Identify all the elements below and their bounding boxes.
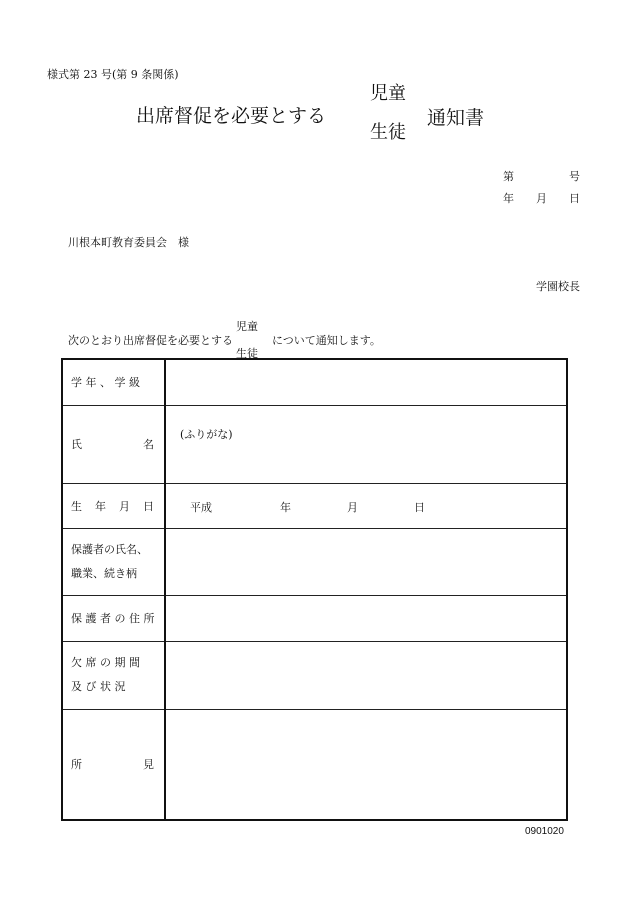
- field-opinion[interactable]: [165, 709, 567, 820]
- issue-number-suffix: 号: [569, 170, 580, 183]
- title-tail: 通知書: [427, 107, 485, 129]
- table-row-opinion: [62, 709, 567, 820]
- addressee: 川根本町教育委員会 様: [68, 236, 189, 249]
- table-row-absence: [62, 641, 567, 709]
- form-number: 様式第 23 号(第 9 条関係): [47, 68, 179, 81]
- field-absence[interactable]: [165, 641, 567, 709]
- field-name[interactable]: [165, 405, 567, 483]
- intro-text-before: 次のとおり出席督促を必要とする: [68, 334, 233, 347]
- table-row-name: [62, 405, 567, 483]
- issue-number-prefix: 第: [503, 170, 514, 183]
- table-row-birthdate: [62, 483, 567, 528]
- table-row-grade: [62, 359, 567, 405]
- label-guardian: 保護者の氏名、 職業、続き柄: [62, 528, 165, 595]
- notice-form-table: [61, 358, 568, 821]
- furigana-hint: (ふりがな): [180, 427, 233, 441]
- title-main: 出席督促を必要とする: [136, 105, 327, 127]
- birth-day-unit: 日: [414, 500, 425, 514]
- birth-month-unit: 月: [347, 500, 358, 514]
- sender: 学園校長: [536, 280, 580, 293]
- field-grade[interactable]: [165, 359, 567, 405]
- label-guardian-address: 保 護 者 の 住 所: [62, 595, 165, 641]
- label-opinion: 所 見: [62, 709, 165, 820]
- issue-date-month: 月: [536, 192, 547, 205]
- birth-era: 平成: [190, 500, 212, 514]
- title-stack-top: 児童: [370, 83, 406, 104]
- table-row-guardian: [62, 528, 567, 595]
- issue-date-year: 年: [503, 192, 514, 205]
- birth-year-unit: 年: [280, 500, 291, 514]
- label-birthdate: 生 年 月 日: [62, 483, 165, 528]
- label-grade: 学 年 、 学 級: [62, 359, 165, 405]
- footer-code: 0901020: [525, 826, 564, 837]
- field-guardian-address[interactable]: [165, 595, 567, 641]
- issue-date-day: 日: [569, 192, 580, 205]
- intro-text-after: について通知します。: [272, 334, 381, 347]
- intro-stack-bottom: 生徒: [236, 347, 258, 360]
- label-name: 氏 名: [62, 405, 165, 483]
- field-birthdate[interactable]: [165, 483, 567, 528]
- title-stack-bottom: 生徒: [370, 122, 406, 143]
- field-guardian[interactable]: [165, 528, 567, 595]
- table-row-address: [62, 595, 567, 641]
- label-absence: 欠 席 の 期 間 及 び 状 況: [62, 641, 165, 709]
- intro-stack-top: 児童: [236, 320, 258, 333]
